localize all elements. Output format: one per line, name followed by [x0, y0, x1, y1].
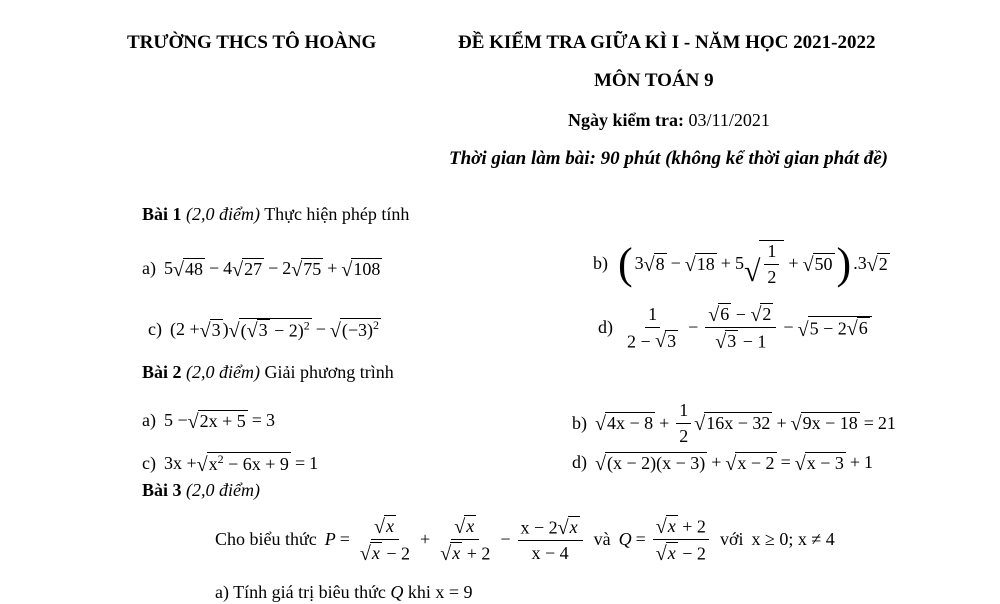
bai3-question-a [215, 582, 473, 603]
label-b: b) [572, 412, 587, 433]
bai3-title: Bài 3 [142, 480, 182, 500]
bai2-task: Giải phương trình [264, 362, 394, 382]
bai3-intro: Cho biểu thức [215, 529, 317, 550]
date-label: Ngày kiểm tra: [568, 110, 684, 130]
label-d: d) [598, 317, 613, 338]
bai1-a: a) 5 √ 48 − 4 √ 27 − 2 √ 75 + √ 108 [142, 258, 381, 281]
label-d: d) [572, 452, 587, 473]
bai1-c: c) (2 + √ 3 ) √ ( √ 3 − 2)$^2$ − √ $(-3)^2$ [148, 318, 380, 343]
exam-duration: Thời gian làm bài: 90 phút (không kể thời gian phát đề) [449, 148, 888, 169]
bai2-d: d) √ (x − 2)(x − 3) + √ x − 2 = √ x − 3 + 1 [572, 452, 874, 475]
bai3-points: (2,0 điểm) [186, 480, 260, 500]
bai3-qa-prefix: a) Tính giá trị biêu thức [215, 582, 386, 602]
bai2-b: b) √ 4x − 8 + $\frac{1}{2}$ √ 16x − 32 + √ 9x − 18 = 21 [572, 400, 896, 446]
subject-title: MÔN TOÁN 9 [594, 70, 714, 91]
bai1-heading [142, 204, 409, 225]
school-name: TRƯỜNG THCS TÔ HOÀNG [127, 32, 377, 53]
bai3-condition: x ≥ 0; x ≠ 4 [751, 529, 835, 550]
date-value: 03/11/2021 [688, 110, 770, 130]
bai2-title: Bài 2 [142, 362, 182, 382]
label-c: c) [142, 452, 156, 473]
bai1-points: (2,0 điểm) [186, 204, 260, 224]
bai2-heading [142, 362, 394, 383]
bai3-and: và [593, 529, 611, 550]
exam-title: ĐỀ KIỂM TRA GIỮA KÌ I - NĂM HỌC 2021-2022 [458, 32, 876, 53]
bai2-a: a) 5 − √ 2x + 5 = 3 [142, 410, 275, 433]
bai1-task: Thực hiện phép tính [264, 204, 410, 224]
bai2-c: c) 3x + √ $x^2 - 6x + 9$ = 1 [142, 452, 319, 476]
label-c: c) [148, 319, 162, 340]
bai3-cond-word: với [719, 529, 744, 550]
bai3-heading [142, 480, 260, 501]
exam-date [568, 110, 770, 131]
bai3-qa-var: Q [390, 582, 404, 602]
bai1-d: d) 1 2 − √ 3 − √ 6 − √ 2 √ 3 − 1 − √ 5 − 2 √ 6 [598, 303, 872, 353]
bai3-qa-suffix: khi x = 9 [407, 582, 473, 602]
bai1-title: Bài 1 [142, 204, 182, 224]
label-a: a) [142, 258, 156, 279]
bai3-expression: Cho biểu thức P = √ x √ x − 2 + √ x √ x + 2 − x − 2 √ x x − 4 và Q = √ x + 2 √ x − 2 với x ≥ 0; x ≠ 4 [215, 515, 835, 566]
bai2-points: (2,0 điểm) [186, 362, 260, 382]
bai1-b: b) ( 3 √ 8 − √ 18 + 5 √ $\frac{1}{2}$ + √ 50 ) .3 √ 2 [593, 238, 888, 289]
label-a: a) [142, 410, 156, 431]
label-b: b) [593, 253, 608, 274]
